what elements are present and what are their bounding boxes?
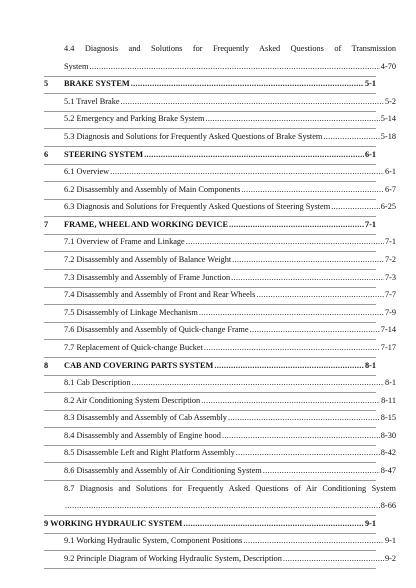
row-divider	[44, 199, 376, 200]
entry-title: 6.3 Diagnosis and Solutions for Frequently Asked Questions of Steering System	[64, 202, 331, 211]
dot-leader	[228, 413, 380, 422]
toc-section-entry[interactable]	[44, 466, 396, 475]
toc-chapter-entry[interactable]	[44, 519, 376, 528]
row-divider	[44, 322, 376, 323]
page-number: 7-2	[384, 255, 396, 264]
dot-leader	[89, 62, 379, 71]
row-divider	[44, 392, 376, 393]
page-number: 9-1	[384, 536, 396, 545]
row-divider	[44, 515, 376, 516]
page-number: 9-1	[364, 519, 376, 528]
chapter-number: 8	[44, 361, 49, 370]
page-number: 5-14	[380, 114, 396, 123]
chapter-number: 5	[44, 79, 49, 88]
page-number: 7-9	[384, 308, 396, 317]
row-divider	[44, 462, 376, 463]
entry-title: 9.2 Principle Diagram of Working Hydraulic System, Description	[64, 554, 282, 563]
toc-section-entry[interactable]	[44, 413, 396, 422]
entry-title: 5.2 Emergency and Parking Brake System	[64, 114, 205, 123]
entry-title: 8.5 Disassemble Left and Right Platform Assembly	[64, 448, 235, 457]
page-number: 8-47	[380, 466, 396, 475]
toc-section-entry[interactable]	[44, 44, 396, 53]
page-number: 8-30	[380, 431, 396, 440]
row-divider	[44, 568, 376, 569]
toc-chapter-entry[interactable]	[44, 150, 376, 159]
entry-title: 4.4 Diagnosis and Solutions for Frequently Asked Questions of Transmission	[64, 44, 396, 53]
entry-title: 8.2 Air Conditioning System Description	[64, 396, 201, 405]
page-number: 4-70	[380, 62, 396, 71]
row-divider	[44, 128, 376, 129]
toc-section-entry[interactable]	[44, 343, 396, 352]
toc-section-entry[interactable]	[44, 97, 396, 106]
toc-section-entry[interactable]	[44, 396, 396, 405]
toc-section-entry[interactable]	[44, 167, 396, 176]
toc-section-entry[interactable]	[44, 484, 396, 493]
toc-chapter-entry[interactable]	[44, 220, 376, 229]
row-divider	[44, 427, 376, 428]
chapter-number: 6	[44, 150, 49, 159]
page-number: 8-11	[381, 396, 396, 405]
row-divider	[44, 287, 376, 288]
toc-chapter-entry[interactable]	[44, 361, 376, 370]
toc-section-entry[interactable]	[44, 132, 396, 141]
toc-section-entry[interactable]	[44, 114, 396, 123]
row-divider	[44, 251, 376, 252]
entry-title: 9.1 Working Hydraulic System, Component Positions	[64, 536, 243, 545]
chapter-number: 7	[44, 220, 49, 229]
toc-section-entry[interactable]	[44, 308, 396, 317]
dot-leader	[214, 361, 364, 370]
page-number: 7-1	[384, 237, 396, 246]
dot-leader	[263, 466, 380, 475]
entry-title: STEERING SYSTEM	[64, 150, 144, 159]
entry-title: CAB AND COVERING PARTS SYSTEM	[64, 361, 214, 370]
entry-title: 7.1 Overview of Frame and Linkage	[64, 237, 185, 246]
toc-section-entry[interactable]	[44, 185, 396, 194]
entry-title: 7.3 Disassembly and Assembly of Frame Junction	[64, 273, 231, 282]
entry-title: 8.7 Diagnosis and Solutions for Frequently Asked Questions of Air Conditioning System	[64, 484, 396, 493]
entry-title: 7.2 Disassembly and Assembly of Balance Weight	[64, 255, 232, 264]
dot-leader	[236, 448, 380, 457]
row-divider	[44, 357, 376, 358]
toc-section-entry[interactable]	[44, 536, 396, 545]
row-divider	[44, 164, 376, 165]
toc-section-entry[interactable]	[44, 554, 396, 563]
dot-leader	[222, 431, 380, 440]
dot-leader	[204, 343, 380, 352]
toc-section-entry[interactable]	[44, 273, 396, 282]
dot-leader	[256, 290, 384, 299]
page-number: 6-25	[380, 202, 396, 211]
entry-title: 7.5 Disassembly of Linkage Mechanism	[64, 308, 198, 317]
toc-section-entry[interactable]	[44, 255, 396, 264]
entry-title: FRAME, WHEEL AND WORKING DEVICE	[64, 220, 229, 229]
page-number: 5-18	[380, 132, 396, 141]
row-divider	[44, 304, 376, 305]
entry-title: 8.3 Disassembly and Assembly of Cab Assembly	[64, 413, 227, 422]
entry-title: 5.3 Diagnosis and Solutions for Frequently Asked Questions of Brake System	[64, 132, 323, 141]
row-divider	[44, 216, 376, 217]
dot-leader	[186, 237, 384, 246]
entry-title: 7.6 Disassembly and Assembly of Quick-change Frame	[64, 325, 249, 334]
entry-title: 8.6 Disassembly and Assembly of Air Conditioning System	[64, 466, 262, 475]
row-divider	[44, 181, 376, 182]
entry-title: 8.4 Disassembly and Assembly of Engine hood	[64, 431, 221, 440]
toc-section-entry[interactable]	[44, 378, 396, 387]
page-number: 7-14	[380, 325, 396, 334]
entry-title: 7.7 Replacement of Quick-change Bucket	[64, 343, 203, 352]
entry-title: 6.1 Overview	[64, 167, 110, 176]
dot-leader	[241, 185, 384, 194]
dot-leader	[110, 167, 384, 176]
page-number: 6-1	[364, 150, 376, 159]
row-divider	[44, 550, 376, 551]
toc-section-entry[interactable]	[44, 501, 396, 510]
page-number: 7-1	[364, 220, 376, 229]
dot-leader	[201, 396, 380, 405]
entry-title: 8.1 Cab Description	[64, 378, 131, 387]
page-number: 9-2	[384, 554, 396, 563]
entry-title: System	[64, 62, 89, 71]
row-divider	[44, 76, 376, 77]
page-number: 8-1	[364, 361, 376, 370]
toc-section-entry[interactable]	[44, 431, 396, 440]
row-divider	[44, 445, 376, 446]
dot-leader	[205, 114, 379, 123]
page-number: 7-17	[380, 343, 396, 352]
page-number: 6-7	[384, 185, 396, 194]
dot-leader	[132, 378, 384, 387]
page-number: 5-1	[364, 79, 376, 88]
row-divider	[44, 480, 376, 481]
toc-section-entry[interactable]	[44, 202, 396, 211]
dot-leader	[131, 79, 364, 88]
page-number: 8-66	[380, 501, 396, 510]
dot-leader	[229, 220, 364, 229]
row-divider	[44, 410, 376, 411]
toc-section-entry[interactable]	[44, 448, 396, 457]
page-number: 7-7	[384, 290, 396, 299]
row-divider	[44, 111, 376, 112]
row-divider	[44, 93, 376, 94]
row-divider	[44, 533, 376, 534]
toc-section-entry[interactable]	[44, 290, 396, 299]
dot-leader	[199, 308, 384, 317]
toc-section-entry[interactable]	[44, 237, 396, 246]
dot-leader	[231, 273, 384, 282]
page-number: 8-15	[380, 413, 396, 422]
page-number: 8-42	[380, 448, 396, 457]
dot-leader	[243, 536, 384, 545]
entry-title: 7.4 Disassembly and Assembly of Front and Rear Wheels	[64, 290, 256, 299]
dot-leader	[232, 255, 384, 264]
row-divider	[44, 146, 376, 147]
entry-title: 5.1 Travel Brake	[64, 97, 120, 106]
dot-leader	[283, 554, 384, 563]
dot-leader	[331, 202, 380, 211]
dot-leader	[65, 501, 380, 510]
page-number: 7-3	[384, 273, 396, 282]
dot-leader	[121, 97, 384, 106]
dot-leader	[250, 325, 380, 334]
entry-title: BRAKE SYSTEM	[64, 79, 130, 88]
entry-title: 9 WORKING HYDRAULIC SYSTEM	[44, 519, 183, 528]
dot-leader	[144, 150, 364, 159]
page-number: 5-2	[384, 97, 396, 106]
page-number: 8-1	[384, 378, 396, 387]
toc-section-entry[interactable]	[44, 62, 396, 71]
row-divider	[44, 339, 376, 340]
toc-chapter-entry[interactable]	[44, 79, 376, 88]
row-divider	[44, 269, 376, 270]
toc-section-entry[interactable]	[44, 325, 396, 334]
page-number: 6-1	[384, 167, 396, 176]
dot-leader	[183, 519, 364, 528]
entry-title: 6.2 Disassembly and Assembly of Main Components	[64, 185, 241, 194]
row-divider	[44, 375, 376, 376]
dot-leader	[323, 132, 379, 141]
row-divider	[44, 234, 376, 235]
